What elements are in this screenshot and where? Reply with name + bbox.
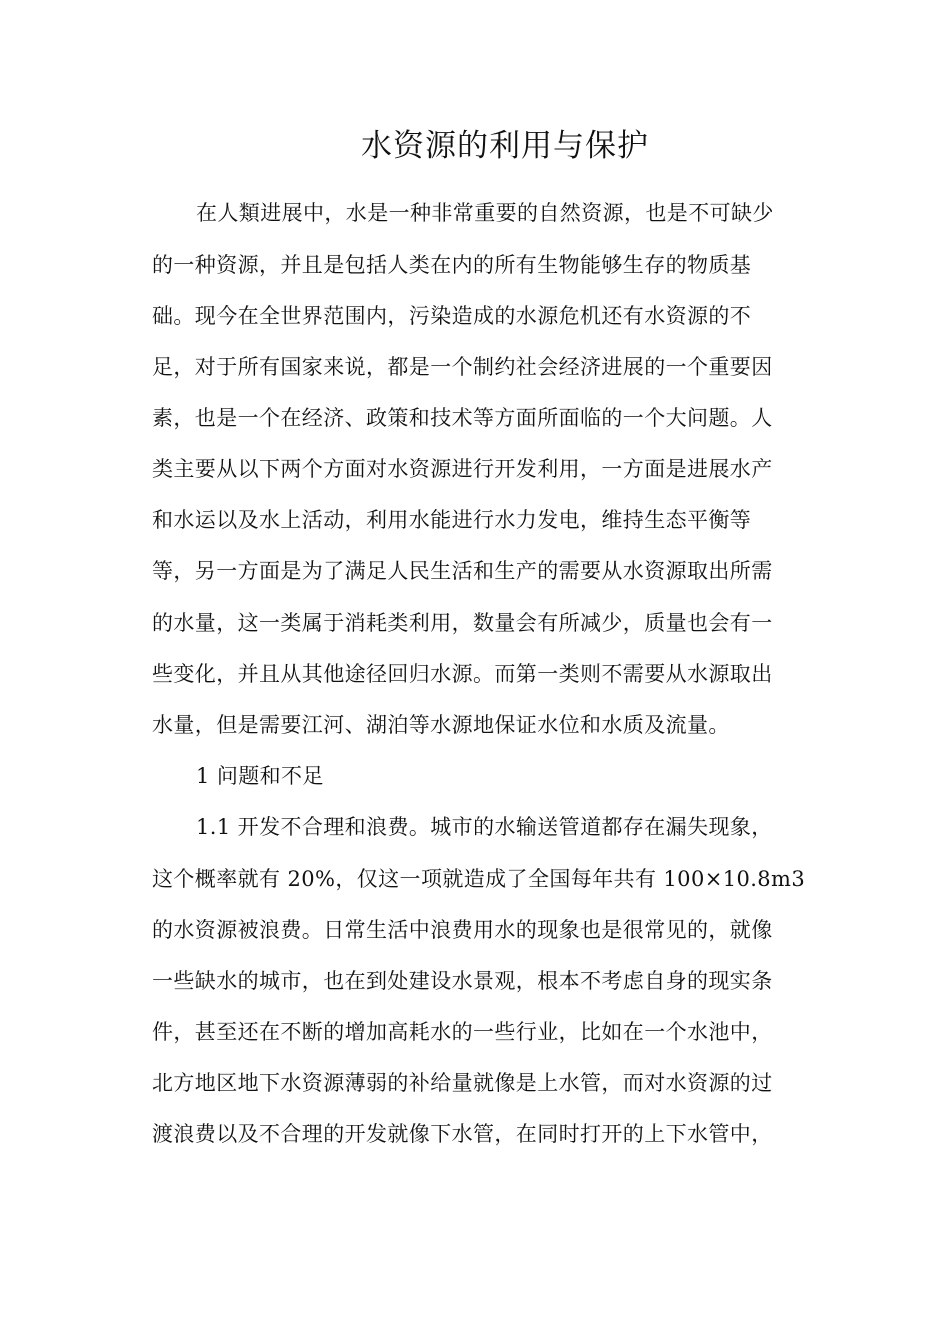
text-line-1: 在人類进展中，水是一种非常重要的自然资源，也是不可缺少 (196, 201, 774, 225)
text-line-18: 北方地区地下水资源薄弱的补给量就像是上水管，而对水资源的过 (152, 1071, 773, 1095)
text-line-5: 素，也是一个在经济、政策和技术等方面所面临的一个大问题。人 (152, 406, 773, 430)
text-line-9: 的水量，这一类属于消耗类利用，数量会有所减少，质量也会有一 (152, 611, 773, 635)
text-line-3: 础。现今在全世界范围内，污染造成的水源危机还有水资源的不 (152, 304, 752, 328)
text-line-15: 的水资源被浪费。日常生活中浪费用水的现象也是很常见的，就像 (152, 918, 773, 942)
text-line-11: 水量，但是需要江河、湖泊等水源地保证水位和水质及流量。 (152, 713, 730, 737)
text-line-13: 1.1 开发不合理和浪费。城市的水输送管道都存在漏失现象， (196, 815, 773, 839)
text-line-16: 一些缺水的城市，也在到处建设水景观，根本不考虑自身的现实条 (152, 969, 773, 993)
text-line-2: 的一种资源，并且是包括人类在内的所有生物能够生存的物质基 (152, 253, 752, 277)
text-line-17: 件，甚至还在不断的增加高耗水的一些行业，比如在一个水池中， (152, 1020, 773, 1044)
text-line-4: 足，对于所有国家来说，都是一个制约社会经济进展的一个重要因 (152, 355, 773, 379)
text-line-19: 渡浪费以及不合理的开发就像下水管，在同时打开的上下水管中， (152, 1122, 773, 1146)
document-title: 水资源的利用与保护 (361, 128, 649, 164)
text-line-7: 和水运以及水上活动，利用水能进行水力发电，维持生态平衡等 (152, 508, 752, 532)
text-line-6: 类主要从以下两个方面对水资源进行开发利用，一方面是进展水产 (152, 457, 773, 481)
section-heading: 1 问题和不足 (196, 764, 324, 788)
text-line-8: 等，另一方面是为了满足人民生活和生产的需要从水资源取出所需 (152, 559, 773, 583)
text-line-10: 些变化，并且从其他途径回归水源。而第一类则不需要从水源取出 (152, 662, 773, 686)
text-line-14: 这个概率就有 20%，仅这一项就造成了全国每年共有 100×10.8m3 (152, 867, 806, 891)
